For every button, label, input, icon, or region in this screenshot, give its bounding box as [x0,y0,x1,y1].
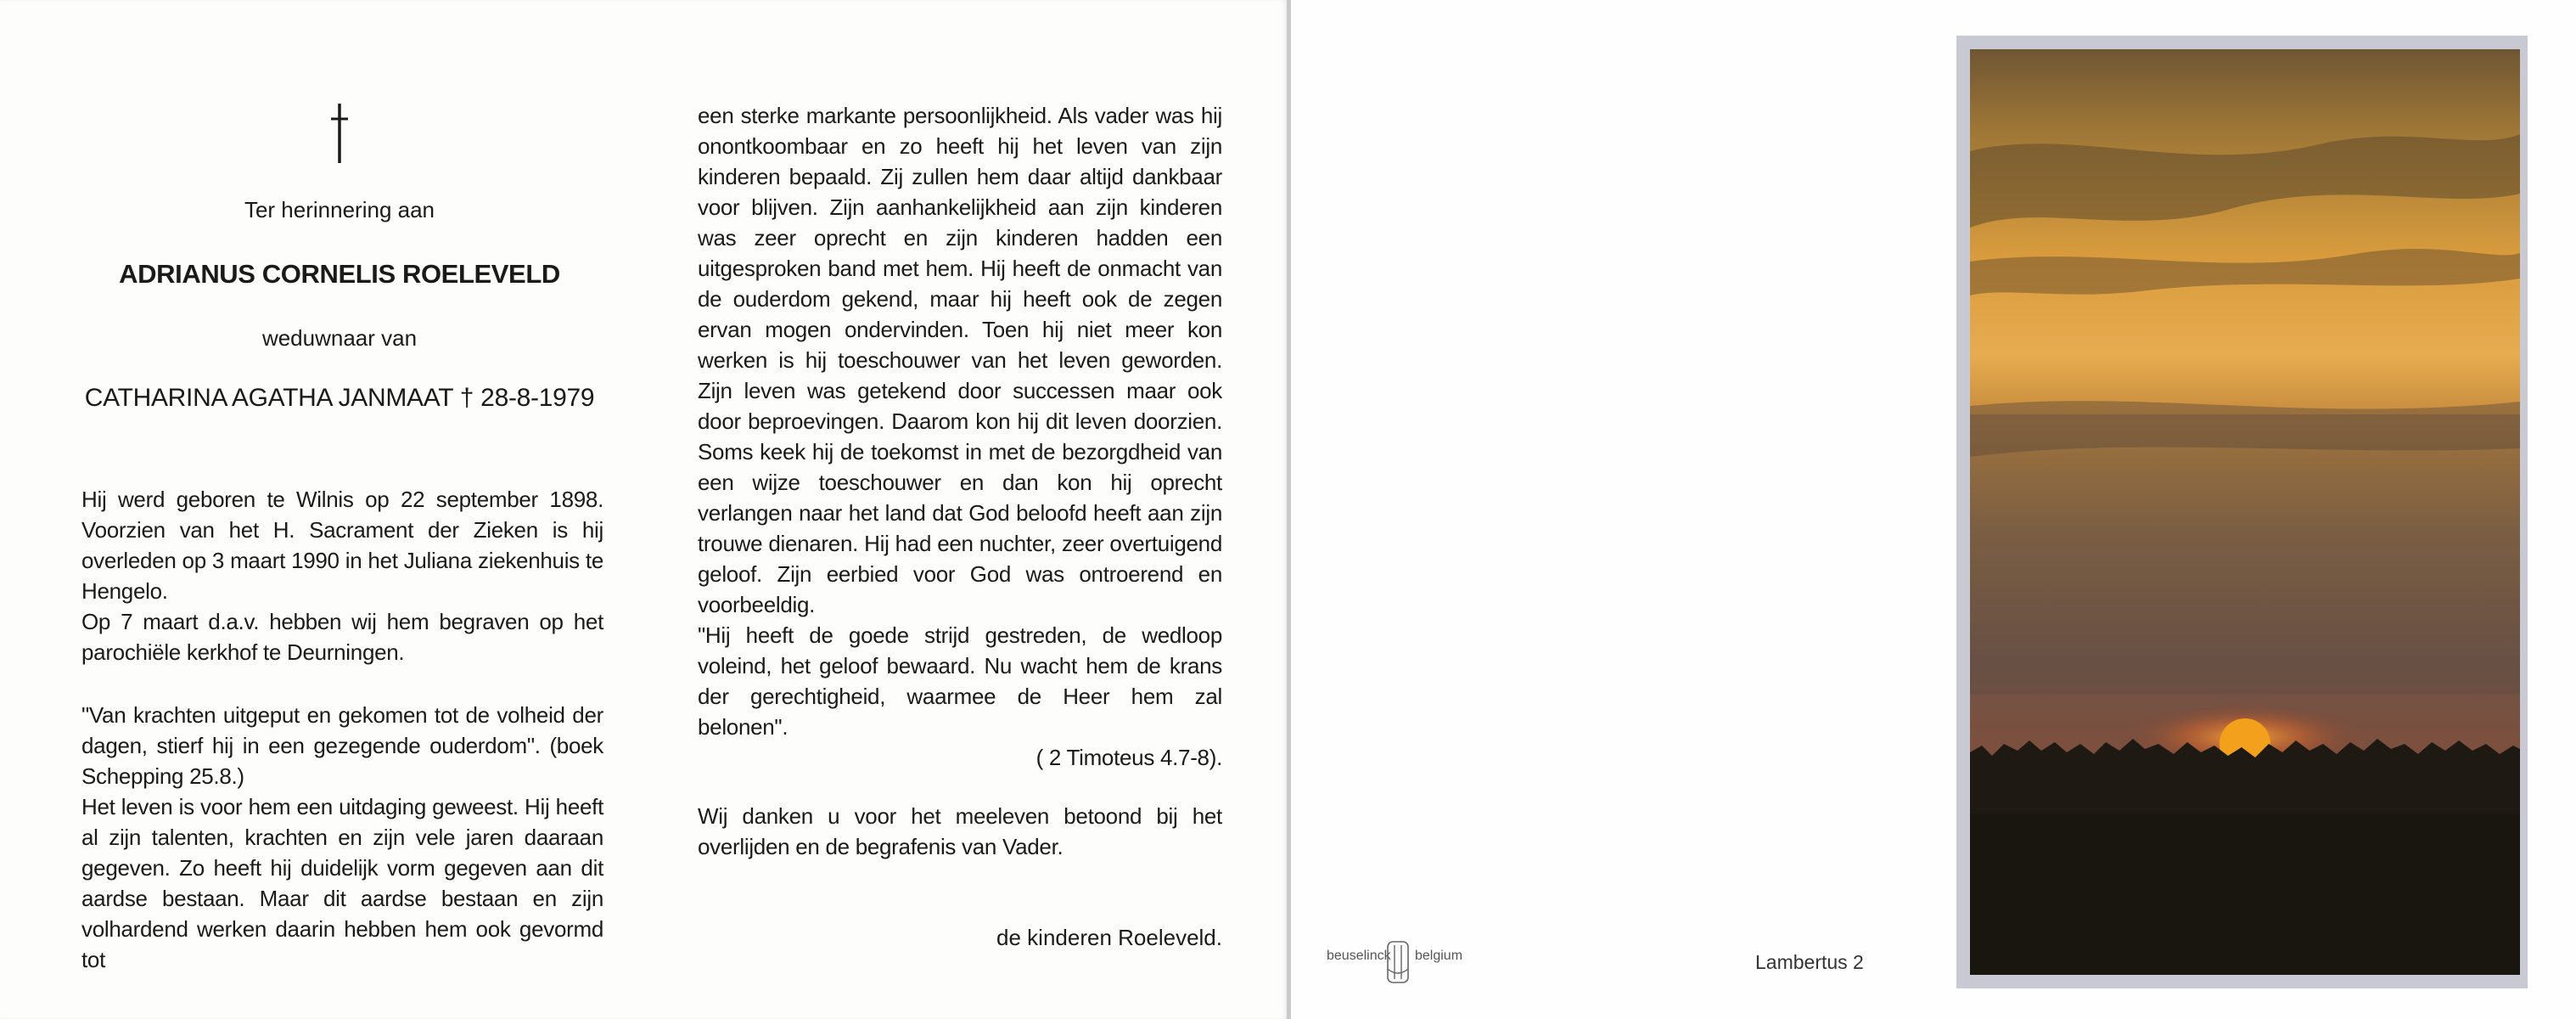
timothy-quote: "Hij heeft de goede strijd gestreden, de wedloop voleind, het geloof bewaard. Nu wacht hem de krans der gerechtigheid, waarmee de Heer hem zal belonen". [698,622,1222,740]
quote-reference: ( 2 Timoteus 4.7-8). [1035,745,1222,770]
card-model-label: Lambertus 2 [1755,951,1864,973]
tribute-block [81,700,603,975]
continuation-block [698,100,1222,773]
inner-spread [0,0,1287,1019]
signature: de kinderen Roeleveld. [996,925,1222,950]
spouse-name: CATHARINA AGATHA JANMAAT † 28-8-1979 [84,384,595,412]
widow-of-line: weduwnaar van [261,325,418,351]
life-paragraph: Het leven is voor hem een uitdaging geweest. Hij heeft al zijn talenten, krachten en zijn vele jaren daaraan gegeven. Zo heeft hij duidelijk vorm gegeven aan dit aardse bestaan. Maar dit aardse bestaan en zijn volhardend werken daarin hebben hem ook gevormd tot [81,794,603,972]
thanks-text: Wij danken u voor het meeleven betoond bij het overlijden en de begrafenis van Vader. [698,803,1222,859]
publisher-logo [1327,938,1462,986]
publisher-logo-icon [1383,938,1413,986]
deceased-name: ADRIANUS CORNELIS ROELEVELD [119,259,560,289]
logo-right-text: belgium [1415,949,1463,963]
burial-paragraph: Op 7 maart d.a.v. hebben wij hem begraven op het parochiële kerkhof te Deurningen. [81,609,603,665]
intro-line: Ter herinnering aan [244,197,435,222]
scripture-quote: "Van krachten uitgeput en gekomen tot de volheid der dagen, stierf hij in een gezegende ouderdom". (boek Schepping 25.8.) [81,702,603,789]
sunset-photo [1970,49,2520,975]
birth-death-paragraph: Hij werd geboren te Wilnis op 22 september 1898. Voorzien van het H. Sacrament der Zieken is hij overleden op 3 maart 1990 in het Juliana ziekenhuis te Hengelo. [81,487,603,604]
logo-left-text: beuselinck [1327,949,1391,963]
character-paragraph: een sterke markante persoonlijkheid. Als vader was hij onontkoombaar en zo heeft hij het leven van zijn kinderen bepaald. Zij zullen hem daar altijd dankbaar voor blijven. Zijn aanhankelijkheid aan zijn kinderen was zeer oprecht en zijn kinderen hadden een uitgesproken band met hem. Hij heeft de onmacht van de ouderdom gekend, maar hij heeft ook de zegen ervan mogen ondervinden. Toen hij niet meer kon werken is hij toeschouwer van het leven geworden. Zijn leven was getekend door successen maar ook door beproevingen. Daarom kon hij dit leven doorzien. Soms keek hij de toekomst in met de bezorgdheid van een wijze toeschouwer en dan kon hij oprecht verlangen naar het land dat God beloofd heeft aan zijn trouwe dienaren. Hij had een nuchter, zeer overtuigend geloof. Zijn eerbied voor God was ontroerend en voorbeeldig. [698,103,1222,617]
cross-icon [323,100,356,168]
biography-block [81,484,603,667]
thanks-paragraph [698,801,1222,862]
